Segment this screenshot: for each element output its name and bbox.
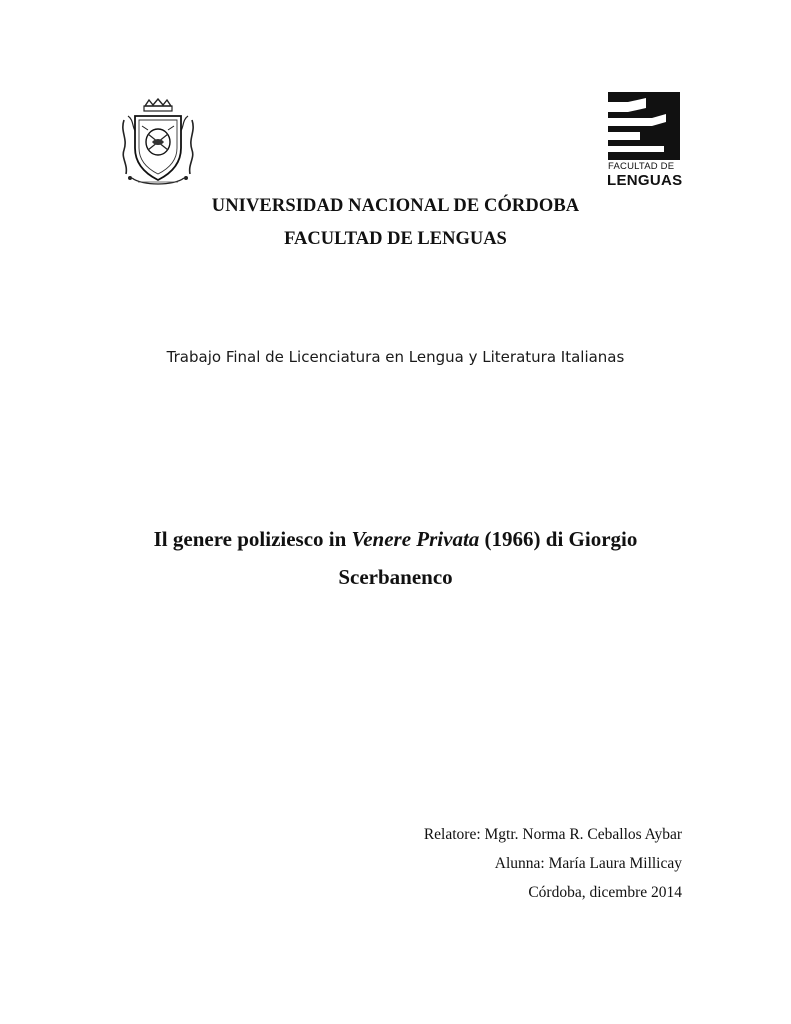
- university-name: UNIVERSIDAD NACIONAL DE CÓRDOBA: [211, 196, 580, 216]
- place-date-line: Córdoba, dicembre 2014: [528, 884, 682, 901]
- credits-block: [424, 820, 682, 907]
- alunna-line: Alunna: María Laura Millicay: [494, 855, 682, 872]
- logo-line-facultad: FACULTAD DE: [608, 161, 675, 172]
- relatore-line: Relatore: Mgtr. Norma R. Ceballos Aybar: [423, 826, 682, 843]
- title-italic-work: Venere Privata: [351, 527, 480, 551]
- thesis-title-line2: Scerbanenco: [338, 565, 453, 589]
- title-part-before-italic: Il genere poliziesco in: [153, 527, 352, 551]
- facultad-de-lenguas-logo-icon: [606, 92, 682, 188]
- faculty-name: FACULTAD DE LENGUAS: [284, 229, 507, 249]
- thesis-type: Trabajo Final de Licenciatura en Lengua y Literatura Italianas: [166, 348, 625, 366]
- facultad-de-lenguas-logo-text: [606, 162, 682, 188]
- title-part-after-italic: (1966) di Giorgio: [479, 527, 638, 551]
- logo-line-lenguas: LENGUAS: [607, 171, 683, 189]
- university-seal-icon: [118, 98, 198, 190]
- thesis-title-line1: [0, 527, 791, 552]
